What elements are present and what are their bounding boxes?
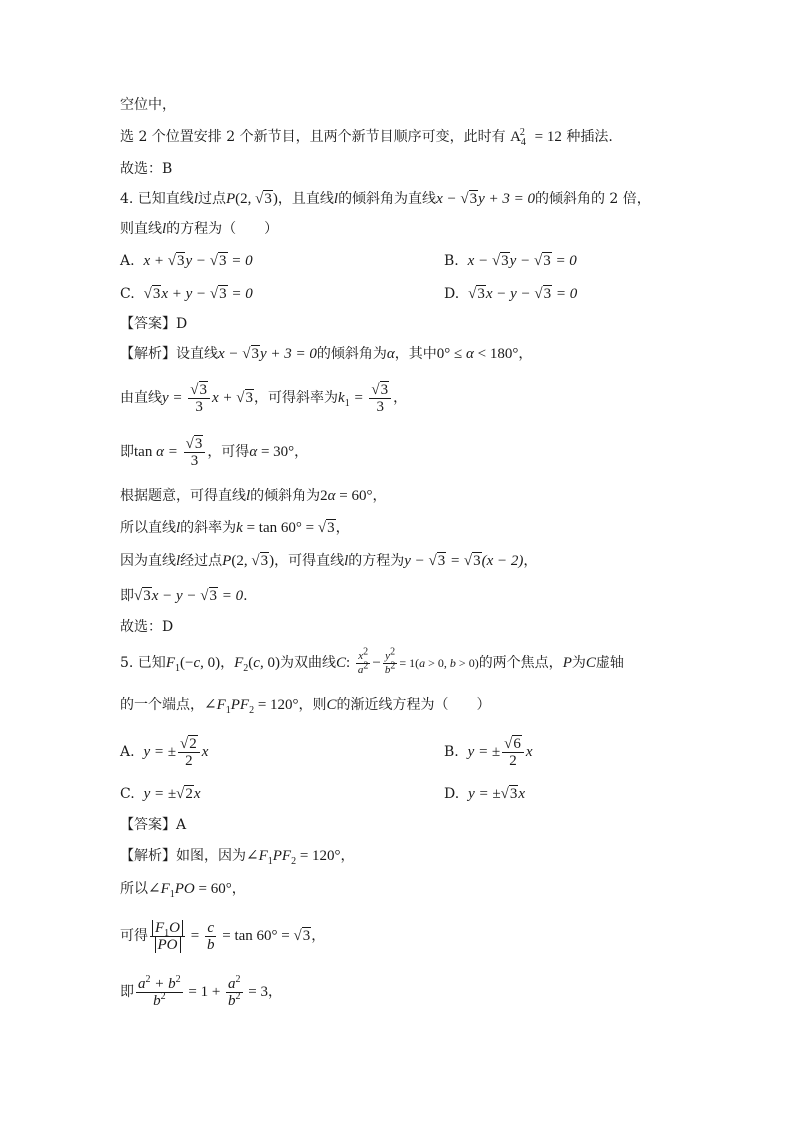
text-line: 选 2 个位置安排 2 个新节目，且两个新节目顺序可变，此时有 $A_4^2 = 12$ 种插法. bbox=[120, 127, 613, 148]
analysis-line: 所以直线l的斜率为k = tan 60° = √3， bbox=[120, 520, 350, 536]
analysis-line: 所以$\angle F_1PO = 60^\circ$， bbox=[120, 881, 246, 900]
text-line: 空位中， bbox=[120, 97, 176, 113]
text-line: 故选：D bbox=[120, 619, 174, 635]
analysis-line: 【解析】如图，因为$\angle F_1PF_2 = 120^\circ$， bbox=[120, 848, 355, 867]
question-5-stem: 的一个端点，$\angle F_1PF_2 = 120^\circ$，则C的渐近线方程为（ ） bbox=[120, 697, 491, 716]
option-a: A. x + √3y − √3 = 0 bbox=[120, 253, 253, 269]
analysis-line: 因为直线l经过点P(2, √3)，可得直线l的方程为y − √3 = √3(x − 2)， bbox=[120, 553, 538, 569]
analysis-line: 由直线y = $\frac{√3}{3}$ x + √3，可得斜率为$k_1$ = $\frac{√3}{3}$ ， bbox=[120, 381, 408, 415]
question-4-stem: 4. 已知直线l过点P(2, √3)，且直线l的倾斜角为直线x − √3y + 3 = 0的倾斜角的 2 倍， bbox=[120, 191, 651, 207]
analysis-line: 根据题意，可得直线l的倾斜角为2α = 60°， bbox=[120, 488, 387, 504]
answer-label: 【答案】D bbox=[120, 316, 188, 332]
option-d: D. √3x − y − √3 = 0 bbox=[444, 286, 578, 302]
option-b: B. y = ± $\frac{√6}{2}$ x bbox=[444, 735, 533, 769]
option-c: C. √3x + y − √3 = 0 bbox=[120, 286, 253, 302]
question-4-stem: 则直线l的方程为（ ） bbox=[120, 221, 279, 237]
analysis-line: 可得 $\frac{F_1O}{PO}$ = $\frac{c}{b}$ = tan 60° = √3， bbox=[120, 919, 326, 953]
analysis-line: 即 $\frac{a^2 + b^2}{b^2}$ = 1 + $\frac{a^2}{b^2}$ = 3， bbox=[120, 973, 283, 1009]
option-a: A. y = ± $\frac{√2}{2}$ x bbox=[120, 735, 209, 769]
analysis-line: 【解析】设直线x − √3y + 3 = 0的倾斜角为α，其中0° ≤ α < 180°， bbox=[120, 346, 533, 362]
answer-label: 【答案】A bbox=[120, 817, 187, 833]
option-b: B. x − √3y − √3 = 0 bbox=[444, 253, 577, 269]
text-line: 故选：B bbox=[120, 161, 173, 177]
analysis-line: 即tan α = $\frac{√3}{3}$ ，可得α = 30°， bbox=[120, 435, 309, 469]
question-5-stem: 5. 已知$F_1(-c$, 0)，$F_2(c$, 0)为双曲线C: $\frac{x^2}{a^2}$ − $\frac{y^2}{b^2}$ = 1(a > 0, b > 0)的两个焦点，P为C虚轴 bbox=[120, 645, 624, 676]
option-d: D. y = ±√3x bbox=[444, 786, 526, 802]
option-c: C. y = ±√2x bbox=[120, 786, 201, 802]
analysis-line: 即√3x − y − √3 = 0. bbox=[120, 588, 248, 604]
